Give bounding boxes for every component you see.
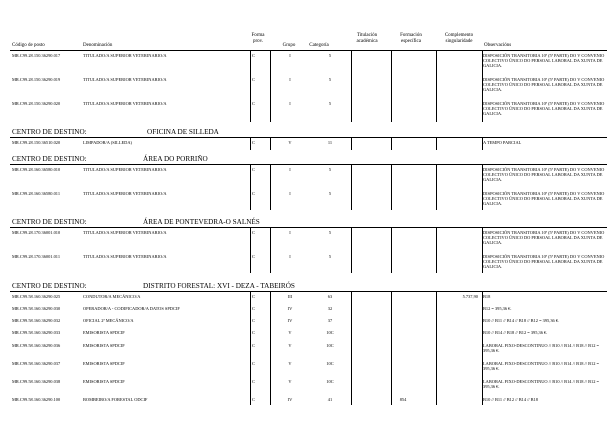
column-divider <box>250 164 251 210</box>
row-code: MR.C99.28.150.36290.019 <box>12 77 61 82</box>
row-observacions: B10 // B11 // B14 // B18 // B12 = 395,36 €. <box>483 318 560 323</box>
section-rule <box>10 227 607 228</box>
header-codigo: Código de posto <box>12 43 45 48</box>
row-observacions: A TEMPO PARCIAL <box>483 140 522 145</box>
row-denominacion: TITULADO/A SUPERIOR VETERINARIO/A <box>83 191 167 196</box>
row-code: MR.C99.28.160.36580.011 <box>12 191 61 196</box>
column-divider <box>436 137 437 150</box>
row-observacions: DISPOSICIÓN TRANSITORIA 10ª (5ª PARTE) DO V CONVENIO COLECTIVO ÚNICO DO PERSOAL LABORAL DA XUNTA DE GALICIA. <box>483 230 605 245</box>
row-categoria: 11 <box>327 140 333 145</box>
row-forma: C <box>252 361 255 366</box>
row-forma: C <box>252 379 255 384</box>
row-categoria: 10C <box>326 343 334 348</box>
row-denominacion: TITULADO/A SUPERIOR VETERINARIO/A <box>83 77 167 82</box>
column-divider <box>270 291 271 405</box>
column-divider <box>270 164 271 210</box>
row-observacions: LABORAL FIXO-DESCONTINUO // B10 // B14 // B18 // B12 = 395,36 €. <box>483 361 599 371</box>
row-code: MR.C99.58.160.36290.038 <box>12 379 61 384</box>
column-divider <box>250 291 251 405</box>
section-label: CENTRO DE DESTINO: <box>12 155 87 163</box>
row-grupo: IV <box>287 397 293 402</box>
row-forma: C <box>252 230 255 235</box>
row-denominacion: OFICIAL 2ª MECÁNICO/A <box>83 318 134 323</box>
column-divider <box>482 137 483 150</box>
row-categoria: 32 <box>327 306 333 311</box>
column-divider <box>391 137 392 150</box>
section-name: ÁREA DO PORRIÑO <box>143 155 208 163</box>
header-formacion: Formación específica <box>400 33 422 44</box>
row-denominacion: EMISORISTA SPDCIF <box>83 361 125 366</box>
row-denominacion: OPERADOR/A - CODIFICADOR/A DATOS SPDCIF <box>83 306 180 311</box>
header-forma: Forma prov. <box>251 33 265 44</box>
row-denominacion: TITULADO/A SUPERIOR VETERINARIO/A <box>83 101 167 106</box>
row-observacions: B10 // B11 // B12 // B14 // B18 <box>483 397 538 402</box>
row-grupo: I <box>289 254 291 259</box>
column-divider <box>351 50 352 122</box>
row-grupo: I <box>289 167 291 172</box>
column-divider <box>391 291 392 405</box>
row-forma: C <box>252 294 255 299</box>
row-observacions: DISPOSICIÓN TRANSITORIA 10ª (5ª PARTE) DO V CONVENIO COLECTIVO ÚNICO DO PERSOAL LABORAL DA XUNTA DE GALICIA. <box>483 191 605 206</box>
column-divider <box>270 137 271 150</box>
row-code: MR.C99.58.160.36290.030 <box>12 306 61 311</box>
row-categoria: 5 <box>328 254 332 259</box>
header-observacions: Observacións <box>484 43 512 48</box>
row-forma: C <box>252 101 255 106</box>
row-code: MR.C99.58.160.36290.025 <box>12 294 61 299</box>
row-denominacion: EMISORISTA SPDCIF <box>83 330 125 335</box>
row-grupo: I <box>289 191 291 196</box>
row-code: MR.C99.58.160.36290.032 <box>12 318 61 323</box>
row-observacions: DISPOSICIÓN TRANSITORIA 10ª (5ª PARTE) DO V CONVENIO COLECTIVO ÚNICO DO PERSOAL LABORAL DA XUNTA DE GALICIA. <box>483 167 605 182</box>
row-grupo: V <box>288 343 292 348</box>
row-categoria: 5 <box>328 167 332 172</box>
row-forma: C <box>252 397 255 402</box>
header-titulacion: Titulación académica <box>356 33 378 44</box>
section-rule <box>10 291 607 292</box>
row-code: MR.C99.28.150.36510.020 <box>12 140 61 145</box>
row-observacions: DISPOSICIÓN TRANSITORIA 10ª (5ª PARTE) DO V CONVENIO COLECTIVO ÚNICO DO PERSOAL LABORAL DA XUNTA DE GALICIA. <box>483 254 605 269</box>
column-divider <box>436 164 437 210</box>
header-grupo: Grupo <box>282 43 296 48</box>
row-forma: C <box>252 167 255 172</box>
row-observacions: LABORAL FIXO-DESCONTINUO // B10 // B14 // B18 // B12 = 395,36 €. <box>483 343 599 353</box>
column-divider <box>482 164 483 210</box>
section-label: CENTRO DE DESTINO: <box>12 128 87 136</box>
row-denominacion: EMISORISTA SPDCIF <box>83 379 125 384</box>
section-rule <box>10 164 607 165</box>
row-forma: C <box>252 191 255 196</box>
row-code: MR.C99.28.170.36001.011 <box>12 254 61 259</box>
section-name: DISTRITO FORESTAL: XVI - DEZA - TABEIRÓS <box>143 282 295 290</box>
column-divider <box>250 50 251 122</box>
row-categoria: 5 <box>328 77 332 82</box>
row-categoria: 41 <box>327 397 333 402</box>
row-observacions: DISPOSICIÓN TRANSITORIA 10ª (5ª PARTE) DO V CONVENIO COLECTIVO ÚNICO DO PERSOAL LABORAL DA XUNTA DE GALICIA. <box>483 101 605 116</box>
column-divider <box>351 164 352 210</box>
row-observacions: DISPOSICIÓN TRANSITORIA 10ª (5ª PARTE) DO V CONVENIO COLECTIVO ÚNICO DO PERSOAL LABORAL DA XUNTA DE GALICIA. <box>483 53 605 68</box>
row-code: MR.C99.58.160.36290.100 <box>12 397 61 402</box>
row-categoria: 5 <box>328 191 332 196</box>
header-categoria: Categoría <box>309 43 329 48</box>
column-divider <box>270 227 271 273</box>
row-forma: C <box>252 53 255 58</box>
row-observacions: LABORAL FIXO-DESCONTINUO // B10 // B14 // B18 // B12 = 395,36 €. <box>483 379 599 389</box>
column-divider <box>482 227 483 273</box>
row-forma: C <box>252 318 255 323</box>
column-divider <box>391 50 392 122</box>
row-grupo: IV <box>287 318 293 323</box>
row-grupo: I <box>289 101 291 106</box>
row-observacions: B18 <box>483 294 491 299</box>
row-code: MR.C99.28.150.36290.017 <box>12 53 61 58</box>
column-divider <box>436 291 437 405</box>
column-divider <box>250 137 251 150</box>
row-categoria: 10C <box>326 379 334 384</box>
row-grupo: V <box>288 379 292 384</box>
row-categoria: 10C <box>326 330 334 335</box>
section-name: OFICINA DE SILLEDA <box>147 128 219 136</box>
header-denominacion: Denominación <box>83 43 113 48</box>
column-divider <box>436 50 437 122</box>
row-forma: C <box>252 330 255 335</box>
row-denominacion: TITULADO/A SUPERIOR VETERINARIO/A <box>83 254 167 259</box>
column-divider <box>391 164 392 210</box>
row-code: MR.C99.58.160.36290.037 <box>12 361 61 366</box>
header-rule <box>10 50 607 51</box>
column-divider <box>391 227 392 273</box>
row-observacions: DISPOSICIÓN TRANSITORIA 10ª (5ª PARTE) DO V CONVENIO COLECTIVO ÚNICO DO PERSOAL LABORAL DA XUNTA DE GALICIA. <box>483 77 605 92</box>
row-categoria: 37 <box>327 318 333 323</box>
row-denominacion: TITULADO/A SUPERIOR VETERINARIO/A <box>83 53 167 58</box>
section-rule <box>10 137 607 138</box>
column-divider <box>482 50 483 122</box>
row-categoria: 5 <box>328 53 332 58</box>
row-categoria: 5 <box>328 101 332 106</box>
column-divider <box>250 227 251 273</box>
row-forma: C <box>252 306 255 311</box>
row-complemento: 5.737,90 <box>462 294 478 299</box>
row-categoria: 63 <box>327 294 333 299</box>
row-grupo: I <box>289 53 291 58</box>
row-forma: C <box>252 343 255 348</box>
column-divider <box>270 50 271 122</box>
row-formacion: 854 <box>399 397 407 402</box>
section-label: CENTRO DE DESTINO: <box>12 282 87 290</box>
section-name: ÁREA DE PONTEVEDRA-O SALNÉS <box>143 218 260 226</box>
row-observacions: B12 = 395,36 €. <box>483 306 512 311</box>
row-grupo: V <box>288 361 292 366</box>
row-grupo: III <box>287 294 293 299</box>
row-code: MR.C99.58.160.36290.036 <box>12 343 61 348</box>
column-divider <box>351 137 352 150</box>
row-forma: C <box>252 140 255 145</box>
row-grupo: V <box>288 330 292 335</box>
row-denominacion: LIMPADOR/A (SILLEDA) <box>83 140 132 145</box>
row-categoria: 5 <box>328 230 332 235</box>
column-divider <box>351 291 352 405</box>
row-forma: C <box>252 254 255 259</box>
row-code: MR.C99.28.170.36001.010 <box>12 230 61 235</box>
row-denominacion: TITULADO/A SUPERIOR VETERINARIO/A <box>83 230 167 235</box>
row-denominacion: TITULADO/A SUPERIOR VETERINARIO/A <box>83 167 167 172</box>
row-denominacion: BOMBEIRO/A FORESTAL ODCIF <box>83 397 148 402</box>
row-grupo: I <box>289 77 291 82</box>
row-code: MR.C99.28.150.36290.020 <box>12 101 61 106</box>
row-denominacion: EMISORISTA SPDCIF <box>83 343 125 348</box>
column-divider <box>351 227 352 273</box>
row-grupo: V <box>288 140 292 145</box>
row-grupo: I <box>289 230 291 235</box>
header-complemento: Complemento singularidade <box>444 33 474 44</box>
row-denominacion: CONDUTOR/A MECÁNICO/A <box>83 294 141 299</box>
row-categoria: 10C <box>326 361 334 366</box>
column-divider <box>482 291 483 405</box>
row-grupo: IV <box>287 306 293 311</box>
row-observacions: B10 // B14 // B18 // B12 = 395,36 €. <box>483 330 548 335</box>
row-forma: C <box>252 77 255 82</box>
row-code: MR.C99.58.160.36290.033 <box>12 330 61 335</box>
section-label: CENTRO DE DESTINO: <box>12 218 87 226</box>
column-divider <box>436 227 437 273</box>
row-code: MR.C99.28.160.36580.010 <box>12 167 61 172</box>
